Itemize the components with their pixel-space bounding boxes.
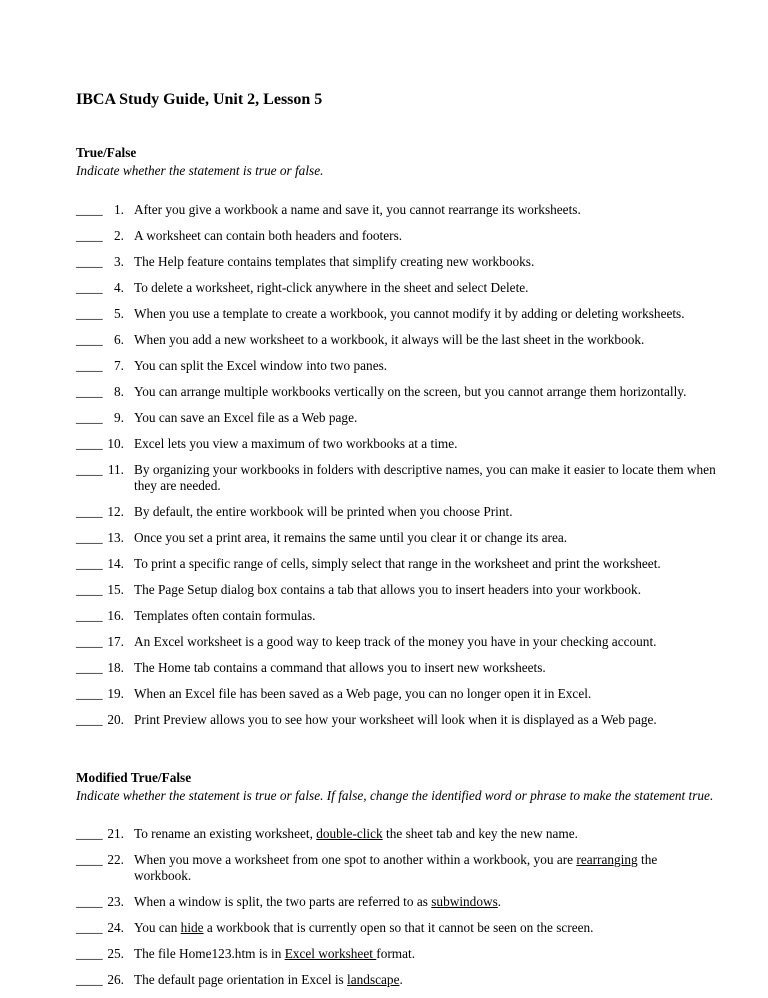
question-number: 3. <box>114 254 124 269</box>
question-number: 10. <box>107 436 124 451</box>
answer-blank[interactable]: ____ <box>76 946 103 961</box>
question-number: 11. <box>107 462 124 477</box>
answer-blank[interactable]: ____ <box>76 504 103 519</box>
question-text <box>134 358 716 374</box>
question-number: 12. <box>107 504 124 519</box>
question-text-pre: When a window is split, the two parts are referred to as <box>134 894 432 909</box>
question-text-pre: The Home tab contains a command that allows you to insert new worksheets. <box>134 660 546 675</box>
answer-blank[interactable]: ____ <box>76 280 103 295</box>
question-number: 23. <box>107 894 124 909</box>
question-text <box>134 608 716 624</box>
answer-blank[interactable]: ____ <box>76 712 103 727</box>
question-item <box>76 228 716 244</box>
answer-blank[interactable]: ____ <box>76 332 103 347</box>
question-text-post: a workbook that is currently open so that it cannot be seen on the screen. <box>203 920 594 935</box>
question-text <box>134 826 716 842</box>
answer-blank[interactable]: ____ <box>76 384 103 399</box>
question-text <box>134 660 716 676</box>
question-item <box>76 826 716 842</box>
question-text <box>134 972 716 988</box>
document-title: IBCA Study Guide, Unit 2, Lesson 5 <box>76 91 323 108</box>
question-item <box>76 972 716 988</box>
question-text <box>134 634 716 650</box>
question-text-pre: When an Excel file has been saved as a Web page, you can no longer open it in Excel. <box>134 686 592 701</box>
underlined-term: rearranging <box>576 852 638 867</box>
underlined-term: double-click <box>316 826 383 841</box>
underlined-term: landscape <box>347 972 400 987</box>
question-number: 1. <box>114 202 124 217</box>
underlined-term: subwindows <box>431 894 498 909</box>
question-text-pre: To print a specific range of cells, simply select that range in the worksheet and print the worksheet. <box>134 556 661 571</box>
answer-blank[interactable]: ____ <box>76 358 103 373</box>
question-item <box>76 608 716 624</box>
question-text-pre: You can split the Excel window into two panes. <box>134 358 388 373</box>
question-text <box>134 946 716 962</box>
question-number: 6. <box>114 332 124 347</box>
question-text-pre: An Excel worksheet is a good way to keep track of the money you have in your checking account. <box>134 634 657 649</box>
question-number: 19. <box>107 686 124 701</box>
answer-blank[interactable]: ____ <box>76 920 103 935</box>
question-text-pre: When you add a new worksheet to a workbook, it always will be the last sheet in the workbook. <box>134 332 645 347</box>
question-text <box>134 504 716 520</box>
question-text <box>134 686 716 702</box>
question-item <box>76 556 716 572</box>
question-item <box>76 384 716 400</box>
answer-blank[interactable]: ____ <box>76 894 103 909</box>
question-text-pre: You can arrange multiple workbooks vertically on the screen, but you cannot arrange them horizontally. <box>134 384 687 399</box>
answer-blank[interactable]: ____ <box>76 608 103 623</box>
question-text-pre: Print Preview allows you to see how your worksheet will look when it is displayed as a Web page. <box>134 712 657 727</box>
question-text <box>134 436 716 452</box>
question-number: 20. <box>107 712 124 727</box>
question-text <box>134 384 716 400</box>
question-item <box>76 920 716 936</box>
answer-blank[interactable]: ____ <box>76 228 103 243</box>
question-number: 15. <box>107 582 124 597</box>
answer-blank[interactable]: ____ <box>76 686 103 701</box>
question-text <box>134 254 716 270</box>
question-item <box>76 254 716 270</box>
section-heading-modified-true-false: Modified True/False <box>76 770 192 785</box>
question-text-post: the workbook. <box>134 852 658 883</box>
question-text-pre: The Page Setup dialog box contains a tab that allows you to insert headers into your workbook. <box>134 582 642 597</box>
question-text-pre: The default page orientation in Excel is <box>134 972 348 987</box>
question-text <box>134 306 716 322</box>
underlined-term: hide <box>180 920 204 935</box>
question-item <box>76 436 716 452</box>
question-text-pre: Templates often contain formulas. <box>134 608 316 623</box>
question-number: 18. <box>107 660 124 675</box>
question-text-pre: You can <box>134 920 181 935</box>
question-number: 24. <box>107 920 124 935</box>
question-text-pre: The file Home123.htm is in <box>134 946 285 961</box>
question-text-post: . <box>497 894 502 909</box>
question-text-post: . <box>399 972 403 987</box>
question-item <box>76 712 716 728</box>
question-text-pre: Excel lets you view a maximum of two workbooks at a time. <box>134 436 458 451</box>
question-item <box>76 852 716 884</box>
question-item <box>76 530 716 546</box>
question-text <box>134 202 716 218</box>
question-item <box>76 462 716 494</box>
question-text-pre: Once you set a print area, it remains the same until you clear it or change its area. <box>134 530 568 545</box>
question-item <box>76 946 716 962</box>
answer-blank[interactable]: ____ <box>76 852 103 867</box>
question-number: 14. <box>107 556 124 571</box>
modified-true-false-list <box>76 826 716 998</box>
question-text <box>134 462 716 494</box>
question-text <box>134 582 716 598</box>
question-number: 26. <box>107 972 124 987</box>
answer-blank[interactable]: ____ <box>76 462 103 477</box>
answer-blank[interactable]: ____ <box>76 556 103 571</box>
question-item <box>76 280 716 296</box>
question-number: 16. <box>107 608 124 623</box>
question-text-pre: By organizing your workbooks in folders with descriptive names, you can make it easier to locate them when they are needed. <box>134 462 716 493</box>
question-item <box>76 358 716 374</box>
question-text <box>134 556 716 572</box>
answer-blank[interactable]: ____ <box>76 634 103 649</box>
question-text <box>134 852 716 884</box>
question-text <box>134 228 716 244</box>
question-text <box>134 920 716 936</box>
section-heading-true-false: True/False <box>76 145 137 160</box>
answer-blank[interactable]: ____ <box>76 254 103 269</box>
answer-blank[interactable]: ____ <box>76 202 103 217</box>
question-number: 4. <box>114 280 124 295</box>
answer-blank[interactable]: ____ <box>76 826 103 841</box>
true-false-list <box>76 202 716 738</box>
question-text-pre: A worksheet can contain both headers and footers. <box>134 228 403 243</box>
question-number: 13. <box>107 530 124 545</box>
question-number: 8. <box>114 384 124 399</box>
question-text-pre: The Help feature contains templates that simplify creating new workbooks. <box>134 254 535 269</box>
question-number: 5. <box>114 306 124 321</box>
question-number: 9. <box>114 410 124 425</box>
question-text-pre: To rename an existing worksheet, <box>134 826 317 841</box>
question-number: 17. <box>107 634 124 649</box>
answer-blank[interactable]: ____ <box>76 660 103 675</box>
question-text-pre: You can save an Excel file as a Web page. <box>134 410 358 425</box>
question-number: 21. <box>107 826 124 841</box>
question-item <box>76 894 716 910</box>
question-item <box>76 504 716 520</box>
answer-blank[interactable]: ____ <box>76 306 103 321</box>
question-item <box>76 634 716 650</box>
answer-blank[interactable]: ____ <box>76 436 103 451</box>
answer-blank[interactable]: ____ <box>76 972 103 987</box>
question-text-post: format. <box>376 946 416 961</box>
question-text-pre: When you move a worksheet from one spot to another within a workbook, you are <box>134 852 577 867</box>
question-number: 22. <box>107 852 124 867</box>
question-number: 2. <box>114 228 124 243</box>
answer-blank[interactable]: ____ <box>76 582 103 597</box>
question-text <box>134 280 716 296</box>
question-text-pre: By default, the entire workbook will be printed when you choose Print. <box>134 504 513 519</box>
answer-blank[interactable]: ____ <box>76 530 103 545</box>
question-text-pre: To delete a worksheet, right-click anywhere in the sheet and select Delete. <box>134 280 529 295</box>
question-text <box>134 332 716 348</box>
question-item <box>76 686 716 702</box>
question-item <box>76 582 716 598</box>
question-item <box>76 332 716 348</box>
question-text <box>134 712 716 728</box>
question-text <box>134 894 716 910</box>
question-text-pre: After you give a workbook a name and save it, you cannot rearrange its worksheets. <box>134 202 581 217</box>
question-item <box>76 202 716 218</box>
underlined-term: Excel worksheet <box>284 946 377 961</box>
question-text-pre: When you use a template to create a workbook, you cannot modify it by adding or deleting worksheets. <box>134 306 685 321</box>
question-text-post: the sheet tab and key the new name. <box>382 826 579 841</box>
question-item <box>76 410 716 426</box>
section-instructions-true-false: Indicate whether the statement is true or false. <box>76 163 324 178</box>
question-text <box>134 410 716 426</box>
question-item <box>76 306 716 322</box>
question-number: 7. <box>114 358 124 373</box>
section-instructions-modified-true-false: Indicate whether the statement is true or false. If false, change the identified word or phrase to make the statement true. <box>76 788 714 803</box>
answer-blank[interactable]: ____ <box>76 410 103 425</box>
question-number: 25. <box>107 946 124 961</box>
question-item <box>76 660 716 676</box>
question-text <box>134 530 716 546</box>
